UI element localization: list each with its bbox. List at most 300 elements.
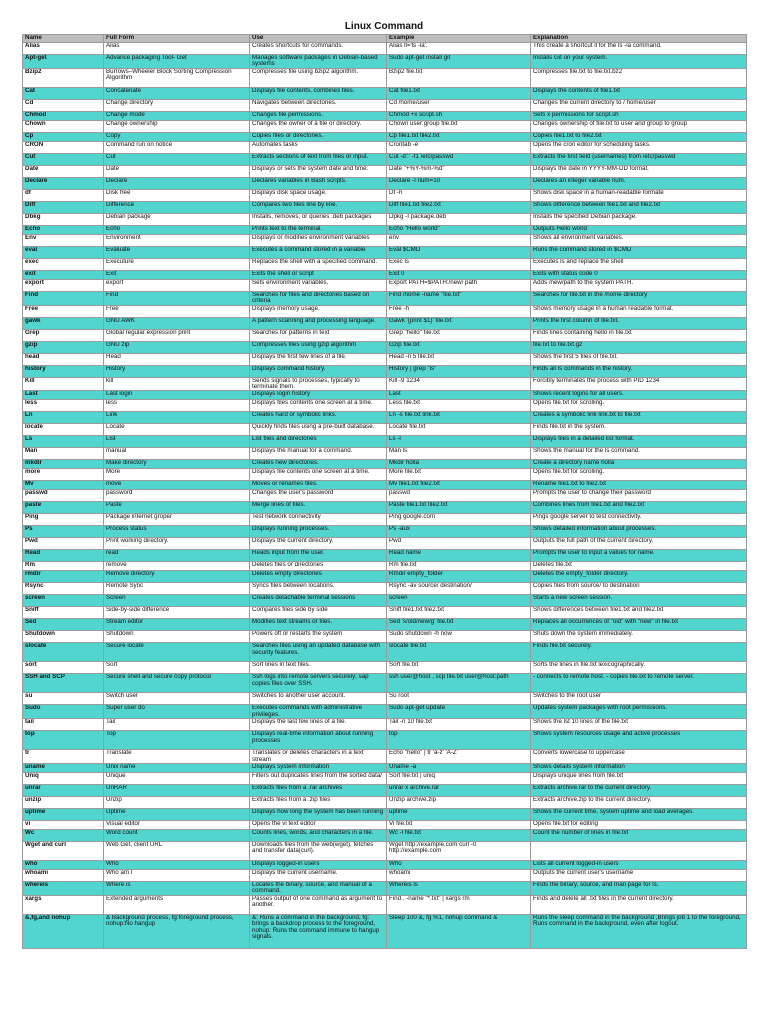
example-cell: Cat file1.txt xyxy=(387,87,531,99)
full-form-cell: Find xyxy=(104,291,250,305)
table-row xyxy=(23,329,747,341)
example-cell: Find /home -name "file.txt" xyxy=(387,291,531,305)
use-cell: Moves or renames files. xyxy=(250,481,387,490)
example-cell: Cut -d':' -f1 /etc/passwd xyxy=(387,153,531,165)
use-cell: Displays command history. xyxy=(250,365,387,377)
command-name-cell: Free xyxy=(23,305,104,317)
table-row xyxy=(23,353,747,365)
explanation-cell: Extracts the first field (usernames) from /etc/passwd xyxy=(531,153,747,165)
example-cell: Who xyxy=(387,861,531,870)
command-name-cell: Ln xyxy=(23,412,104,424)
table-row xyxy=(23,526,747,538)
table-row xyxy=(23,189,747,201)
command-name-cell: CRON xyxy=(23,141,104,153)
use-cell: Extracts files from a .rar archives xyxy=(250,785,387,797)
header-use: Use xyxy=(250,35,387,43)
use-cell: Manages software packages in Debian-based systems xyxy=(250,55,387,69)
explanation-cell: Opens file.txt for editing xyxy=(531,821,747,830)
explanation-cell: Finds the binary, source, and man page for ls. xyxy=(531,882,747,896)
use-cell: Exits the shell or script xyxy=(250,270,387,279)
table-row xyxy=(23,258,747,270)
explanation-cell: Runs the command stored in $CMD xyxy=(531,246,747,258)
explanation-cell: Creates a symbolic link link.txt to file.txt xyxy=(531,412,747,424)
example-cell: Unzip archive.zip xyxy=(387,797,531,809)
example-cell: Sudo shutdown -h now xyxy=(387,631,531,643)
full-form-cell: Unix name xyxy=(104,764,250,773)
header-name: Name xyxy=(23,35,104,43)
command-name-cell: Pwd xyxy=(23,538,104,550)
full-form-cell: Declare xyxy=(104,177,250,189)
explanation-cell: Rename file1.txt to file2.txt xyxy=(531,481,747,490)
explanation-cell: Opens the cron editor for scheduling tasks. xyxy=(531,141,747,153)
command-name-cell: unrar xyxy=(23,785,104,797)
table-row xyxy=(23,490,747,502)
full-form-cell: Change mode xyxy=(104,111,250,120)
full-form-cell: Who am I xyxy=(104,870,250,882)
example-cell: Ps -aux xyxy=(387,526,531,538)
explanation-cell: Shows recent logins for all users. xyxy=(531,391,747,400)
table-row xyxy=(23,400,747,412)
full-form-cell: Copy xyxy=(104,132,250,141)
explanation-cell: Opens file.txt for scrolling. xyxy=(531,469,747,481)
command-name-cell: top xyxy=(23,731,104,750)
command-name-cell: whereis xyxy=(23,882,104,896)
use-cell: Creates hard or symbolic links. xyxy=(250,412,387,424)
explanation-cell: Finds file.txt in the system. xyxy=(531,424,747,436)
example-cell: Eval $CMD xyxy=(387,246,531,258)
table-row xyxy=(23,132,747,141)
example-cell: Sed 's/old/new/g' file.txt xyxy=(387,619,531,631)
use-cell: Passes output of one command as argument to another. xyxy=(250,895,387,914)
use-cell: Modifies text streams or files. xyxy=(250,619,387,631)
example-cell: whoami xyxy=(387,870,531,882)
full-form-cell: Switch user xyxy=(104,693,250,705)
use-cell: Creates shortcuts for commands. xyxy=(250,43,387,55)
full-form-cell: Last login xyxy=(104,391,250,400)
explanation-cell: Displays unique lines from file.txt xyxy=(531,773,747,785)
example-cell: Declare -I num=10 xyxy=(387,177,531,189)
use-cell: Translates or deletes characters in a text stream xyxy=(250,750,387,764)
explanation-cell: Compresses file.txt to file.txt.bz2 xyxy=(531,68,747,87)
command-name-cell: Read xyxy=(23,550,104,562)
table-row xyxy=(23,436,747,448)
full-form-cell: Debian package xyxy=(104,213,250,225)
full-form-cell: Tail xyxy=(104,719,250,731)
table-row xyxy=(23,797,747,809)
example-cell: Whereis ls xyxy=(387,882,531,896)
example-cell: Crontab -e xyxy=(387,141,531,153)
explanation-cell: Replaces all occurrences of "old" with "new" in file.txt xyxy=(531,619,747,631)
use-cell: Compresses files using gzip algorithm xyxy=(250,341,387,353)
example-cell: Read name xyxy=(387,550,531,562)
use-cell: Displays file contents, combines files. xyxy=(250,87,387,99)
use-cell: Executes commands with administrative privileges. xyxy=(250,705,387,719)
explanation-cell: Changes the current directory to / home/user xyxy=(531,99,747,111)
use-cell: Automates tasks xyxy=(250,141,387,153)
command-name-cell: uptime xyxy=(23,809,104,821)
use-cell: Displays disk space usage. xyxy=(250,189,387,201)
table-row xyxy=(23,365,747,377)
full-form-cell: UnRAR xyxy=(104,785,250,797)
explanation-cell: Outputs the full path of the current directory. xyxy=(531,538,747,550)
example-cell: Exit 0 xyxy=(387,270,531,279)
table-row xyxy=(23,583,747,595)
explanation-cell: Extracts archive.zip to the current directory. xyxy=(531,797,747,809)
use-cell: Merge lines of files. xyxy=(250,502,387,514)
table-row xyxy=(23,213,747,225)
full-form-cell: Side-by-side difference xyxy=(104,607,250,619)
use-cell: Displays the current username. xyxy=(250,870,387,882)
command-name-cell: head xyxy=(23,353,104,365)
use-cell: List files and directories xyxy=(250,436,387,448)
command-name-cell: Rsync xyxy=(23,583,104,595)
use-cell: Executes a command stored in a variable xyxy=(250,246,387,258)
example-cell: Export PATH=$PATH:/new/ path xyxy=(387,279,531,291)
example-cell: Paste file1.txt file2.txt xyxy=(387,502,531,514)
explanation-cell: Prompts the user to change their password xyxy=(531,490,747,502)
table-row xyxy=(23,842,747,861)
full-form-cell: Top xyxy=(104,731,250,750)
example-cell: Rsync -av source/ destination/ xyxy=(387,583,531,595)
use-cell: Displays memory usage. xyxy=(250,305,387,317)
table-row xyxy=(23,502,747,514)
command-name-cell: Kill xyxy=(23,377,104,391)
table-row xyxy=(23,514,747,526)
full-form-cell: Locate xyxy=(104,424,250,436)
full-form-cell: Secure shell and secure copy protocol xyxy=(104,674,250,693)
use-cell: Displays the first few lines of a file. xyxy=(250,353,387,365)
example-cell: Diff file1.txt file2.txt xyxy=(387,201,531,213)
full-form-cell: Command run on notice xyxy=(104,141,250,153)
command-name-cell: Mv xyxy=(23,481,104,490)
table-row xyxy=(23,341,747,353)
command-name-cell: screen xyxy=(23,595,104,607)
table-row xyxy=(23,201,747,213)
full-form-cell: Alias xyxy=(104,43,250,55)
table-row xyxy=(23,764,747,773)
command-name-cell: less xyxy=(23,400,104,412)
command-name-cell: Sudo xyxy=(23,705,104,719)
use-cell: Displays real-time information about running processes xyxy=(250,731,387,750)
explanation-cell: Finds all ls commands in the history. xyxy=(531,365,747,377)
use-cell: Counts lines, words, and characters in a file. xyxy=(250,830,387,842)
full-form-cell: Print working directory. xyxy=(104,538,250,550)
use-cell: Searches for patterns in text xyxy=(250,329,387,341)
table-row xyxy=(23,391,747,400)
full-form-cell: Shutdown xyxy=(104,631,250,643)
table-row xyxy=(23,571,747,583)
command-name-cell: exec xyxy=(23,258,104,270)
table-row xyxy=(23,809,747,821)
command-name-cell: Sniff xyxy=(23,607,104,619)
explanation-cell: Shows the first 5 files of file.txt. xyxy=(531,353,747,365)
table-row xyxy=(23,731,747,750)
explanation-cell: Pings google server to test connectivity. xyxy=(531,514,747,526)
full-form-cell: Date xyxy=(104,165,250,177)
full-form-cell: Burrows–Wheeler Block Sorting Compression Algorithm xyxy=(104,68,250,87)
table-row xyxy=(23,377,747,391)
command-name-cell: uname xyxy=(23,764,104,773)
example-cell: Last xyxy=(387,391,531,400)
table-row xyxy=(23,643,747,662)
use-cell: A pattern scanning and processing language. xyxy=(250,317,387,329)
table-row xyxy=(23,270,747,279)
table-row xyxy=(23,830,747,842)
full-form-cell: Paste xyxy=(104,502,250,514)
example-cell: Rm file.txt xyxy=(387,562,531,571)
full-form-cell: Extended arguments xyxy=(104,895,250,914)
command-name-cell: Cd xyxy=(23,99,104,111)
example-cell: Sudo apt-get update xyxy=(387,705,531,719)
example-cell: Pwd xyxy=(387,538,531,550)
example-cell: Free -h xyxy=(387,305,531,317)
command-name-cell: Shutdown xyxy=(23,631,104,643)
full-form-cell: Where is xyxy=(104,882,250,896)
use-cell: Displays or modifies environment variables xyxy=(250,234,387,246)
table-row xyxy=(23,705,747,719)
full-form-cell: Head xyxy=(104,353,250,365)
explanation-cell: Executes ls and replace the shell xyxy=(531,258,747,270)
full-form-cell: Screen xyxy=(104,595,250,607)
explanation-cell: Count the number of lines in file.txt xyxy=(531,830,747,842)
example-cell: Su root xyxy=(387,693,531,705)
example-cell: Df -h xyxy=(387,189,531,201)
command-name-cell: Cut xyxy=(23,153,104,165)
command-name-cell: tail xyxy=(23,719,104,731)
table-row xyxy=(23,246,747,258)
full-form-cell: Echo xyxy=(104,225,250,234)
use-cell: Displays the current directory. xyxy=(250,538,387,550)
example-cell: Tail -n 10 file.txt xyxy=(387,719,531,731)
command-name-cell: rmdir xyxy=(23,571,104,583)
command-name-cell: gawk xyxy=(23,317,104,329)
use-cell: Navigates between directories. xyxy=(250,99,387,111)
full-form-cell: GNU AWK xyxy=(104,317,250,329)
example-cell: Dpkg -I package.deb xyxy=(387,213,531,225)
table-row xyxy=(23,619,747,631)
table-row xyxy=(23,87,747,99)
table-body xyxy=(23,43,747,949)
command-name-cell: df xyxy=(23,189,104,201)
full-form-cell: Exit xyxy=(104,270,250,279)
table-row xyxy=(23,291,747,305)
full-form-cell: manual xyxy=(104,448,250,460)
full-form-cell: move xyxy=(104,481,250,490)
example-cell: Uname -a xyxy=(387,764,531,773)
explanation-cell: Shows details system information xyxy=(531,764,747,773)
table-row xyxy=(23,750,747,764)
example-cell: ssh user@host , scp file.txt user@host:path xyxy=(387,674,531,693)
full-form-cell: Uptime xyxy=(104,809,250,821)
table-row xyxy=(23,460,747,469)
full-form-cell: less xyxy=(104,400,250,412)
example-cell: Man ls xyxy=(387,448,531,460)
full-form-cell: Secure locate xyxy=(104,643,250,662)
table-row xyxy=(23,882,747,896)
explanation-cell: Lists all current logged-in users xyxy=(531,861,747,870)
use-cell: Displays files contents one screen at a time. xyxy=(250,400,387,412)
full-form-cell: Super user do xyxy=(104,705,250,719)
full-form-cell: Cut xyxy=(104,153,250,165)
full-form-cell: kill xyxy=(104,377,250,391)
explanation-cell: Prompts the user to input a values for name. xyxy=(531,550,747,562)
command-name-cell: gzip xyxy=(23,341,104,353)
table-row xyxy=(23,719,747,731)
command-name-cell: who xyxy=(23,861,104,870)
full-form-cell: Remove directory xyxy=(104,571,250,583)
use-cell: Compares two files line by line. xyxy=(250,201,387,213)
explanation-cell: Prints the first column of file.txt. xyxy=(531,317,747,329)
use-cell: Sort lines in text files. xyxy=(250,662,387,674)
example-cell: Locate file.txt xyxy=(387,424,531,436)
use-cell: Copies files or directories. xyxy=(250,132,387,141)
example-cell: Chown user:group file.txt xyxy=(387,120,531,132)
table-row xyxy=(23,481,747,490)
table-row xyxy=(23,550,747,562)
explanation-cell: Shuts down the system immediately. xyxy=(531,631,747,643)
full-form-cell: Change directory xyxy=(104,99,250,111)
use-cell: Changes the user's password xyxy=(250,490,387,502)
explanation-cell: Outputs Hello world xyxy=(531,225,747,234)
explanation-cell: Installs the specified Debian package. xyxy=(531,213,747,225)
explanation-cell: file.txt to file.txt.gz xyxy=(531,341,747,353)
use-cell: Changes file permissions. xyxy=(250,111,387,120)
command-table xyxy=(22,34,747,949)
example-cell: Sleep 100 &, fg %1, nohup command & xyxy=(387,914,531,948)
use-cell: Deletes empty directories xyxy=(250,571,387,583)
full-form-cell: GNU zip xyxy=(104,341,250,353)
table-row xyxy=(23,424,747,436)
example-cell: Sort file.txt xyxy=(387,662,531,674)
explanation-cell: Declares an integer variable num. xyxy=(531,177,747,189)
command-name-cell: history xyxy=(23,365,104,377)
use-cell: Sets environment variables. xyxy=(250,279,387,291)
full-form-cell: export xyxy=(104,279,250,291)
explanation-cell: Finds file.txt securely. xyxy=(531,643,747,662)
explanation-cell: Copies files from source/ to destination xyxy=(531,583,747,595)
command-name-cell: Ls xyxy=(23,436,104,448)
command-name-cell: passwd xyxy=(23,490,104,502)
use-cell: Switches to another user account. xyxy=(250,693,387,705)
example-cell: Kill -9 1234 xyxy=(387,377,531,391)
explanation-cell: Deletes the empty_folder directory. xyxy=(531,571,747,583)
example-cell: Find . -name "*.txt" | xargs rm xyxy=(387,895,531,914)
full-form-cell: Evaluate xyxy=(104,246,250,258)
use-cell: Displays system information xyxy=(250,764,387,773)
command-name-cell: mkdir xyxy=(23,460,104,469)
use-cell: Displays the manual for a command. xyxy=(250,448,387,460)
explanation-cell: Finds lines containing hello in file.txt xyxy=(531,329,747,341)
example-cell: Ln -s file.txt link.txt xyxy=(387,412,531,424)
use-cell: Quickly finds files using a pre-built database. xyxy=(250,424,387,436)
explanation-cell: Shows difference between file1.txt and file2.txt xyxy=(531,201,747,213)
example-cell: Gzip file.txt xyxy=(387,341,531,353)
use-cell: Displays logged-in users xyxy=(250,861,387,870)
command-name-cell: Ping xyxy=(23,514,104,526)
example-cell: env xyxy=(387,234,531,246)
explanation-cell: Displays the date in YYYY-MM-DD format. xyxy=(531,165,747,177)
full-form-cell: Process status xyxy=(104,526,250,538)
example-cell: Echo "Hello world" xyxy=(387,225,531,234)
command-name-cell: Dbkg xyxy=(23,213,104,225)
explanation-cell: Starts a new screen session. xyxy=(531,595,747,607)
command-name-cell: locate xyxy=(23,424,104,436)
command-name-cell: Chmod xyxy=(23,111,104,120)
full-form-cell: Executure xyxy=(104,258,250,270)
full-form-cell: & Background process, fg:foreground process, nohup:No hangup xyxy=(104,914,250,948)
example-cell: Sort file.txt | uniq xyxy=(387,773,531,785)
example-cell: History | grep "ls" xyxy=(387,365,531,377)
example-cell: Mv file1.txt file2.txt xyxy=(387,481,531,490)
example-cell: Sudo apt-get install git xyxy=(387,55,531,69)
example-cell: Vi file.txt xyxy=(387,821,531,830)
command-name-cell: Last xyxy=(23,391,104,400)
command-name-cell: Uniq xyxy=(23,773,104,785)
command-name-cell: eval xyxy=(23,246,104,258)
example-cell: Date "+%Y-%m-%d" xyxy=(387,165,531,177)
command-name-cell: Ps xyxy=(23,526,104,538)
explanation-cell: Outputs the current user's username xyxy=(531,870,747,882)
explanation-cell: Sets x permissions for script.sh xyxy=(531,111,747,120)
command-name-cell: unzip xyxy=(23,797,104,809)
full-form-cell: Remote Sync xyxy=(104,583,250,595)
explanation-cell: Shows the manual for the ls command. xyxy=(531,448,747,460)
explanation-cell: Shows differences between file1.txt and file2.txt xyxy=(531,607,747,619)
table-row xyxy=(23,305,747,317)
use-cell: Opens the vi text editor xyxy=(250,821,387,830)
table-row xyxy=(23,225,747,234)
header-explanation: Explanation xyxy=(531,35,747,43)
explanation-cell: Shows all environment variables. xyxy=(531,234,747,246)
command-name-cell: su xyxy=(23,693,104,705)
use-cell: Sends signals to processes, typically to terminate them. xyxy=(250,377,387,391)
full-form-cell: Free xyxy=(104,305,250,317)
example-cell: Less file.txt xyxy=(387,400,531,412)
use-cell: Declares variables in Bash scripts. xyxy=(250,177,387,189)
use-cell: Displays running processes. xyxy=(250,526,387,538)
explanation-cell: Copies file1.txt to file2.txt xyxy=(531,132,747,141)
explanation-cell: Forcibly terminates the process with PID 1234 xyxy=(531,377,747,391)
full-form-cell: Translate xyxy=(104,750,250,764)
full-form-cell: Make directory xyxy=(104,460,250,469)
full-form-cell: Sort xyxy=(104,662,250,674)
full-form-cell: Advance packaging Tool- Get xyxy=(104,55,250,69)
full-form-cell: Concatenate xyxy=(104,87,250,99)
use-cell: Changes the owner of a file or directory. xyxy=(250,120,387,132)
full-form-cell: Visual editor xyxy=(104,821,250,830)
use-cell: Searches files using an updated database with security features. xyxy=(250,643,387,662)
use-cell: Compresses file using bzip2 algorithm. xyxy=(250,68,387,87)
use-cell: Replaces the shell with a specified command. xyxy=(250,258,387,270)
command-name-cell: Cat xyxy=(23,87,104,99)
use-cell: &: Runs a command in the background, fg: brings a backdrop process to the foreground, nohup: Runs the command immune to hangup signals. xyxy=(250,914,387,948)
use-cell: Reads input from the user. xyxy=(250,550,387,562)
table-row xyxy=(23,165,747,177)
explanation-cell: Shows the lst 10 lines of the file.txt xyxy=(531,719,747,731)
command-name-cell: &,fg,and nohup xyxy=(23,914,104,948)
use-cell: Displays how long the system has been running xyxy=(250,809,387,821)
table-row xyxy=(23,177,747,189)
explanation-cell xyxy=(531,842,747,861)
example-cell: Exec ls xyxy=(387,258,531,270)
table-row xyxy=(23,55,747,69)
explanation-cell: Adds /new/path to the system PATH. xyxy=(531,279,747,291)
command-name-cell: Bzip2 xyxy=(23,68,104,87)
table-row xyxy=(23,234,747,246)
example-cell: Rmdir empty_folder xyxy=(387,571,531,583)
table-row xyxy=(23,99,747,111)
use-cell: Creates detachable terminal sessions xyxy=(250,595,387,607)
